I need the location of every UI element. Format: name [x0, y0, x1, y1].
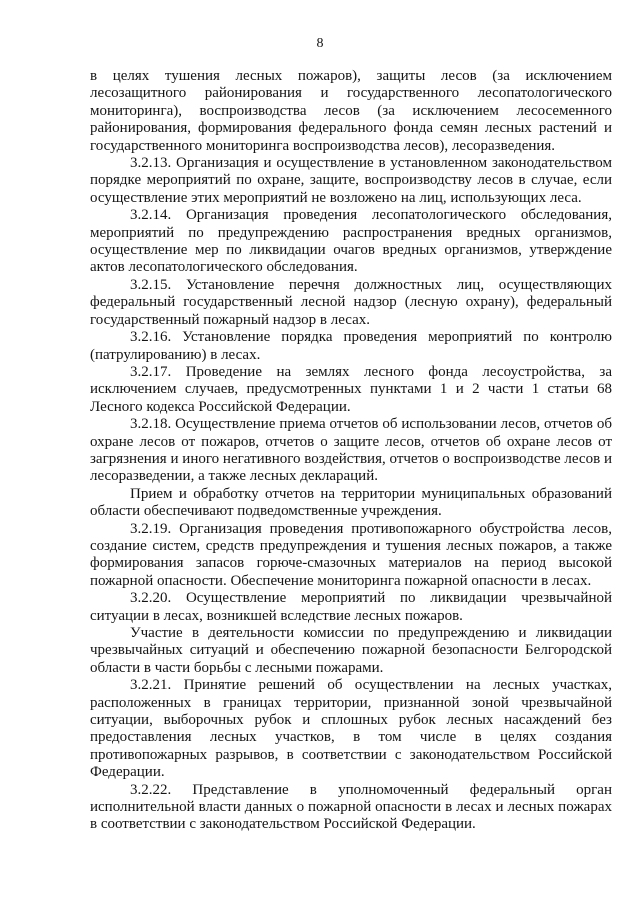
paragraph-3-2-22: 3.2.22. Представление в уполномоченный федеральный орган исполнительной власти данных о пожарной опасности в лесах и лесных пожарах в соответствии с законодательством Российской Федерации. — [90, 781, 612, 833]
paragraph-3-2-20-note: Участие в деятельности комиссии по предупреждению и ликвидации чрезвычайных ситуаций и обеспечению пожарной безопасности Белгородской области в части борьбы с лесными пожарами. — [90, 625, 612, 676]
paragraph-3-2-19: 3.2.19. Организация проведения противопожарного обустройства лесов, создание систем, средств предупреждения и тушения лесных пожаров, а также формирования запасов горюче-смазочных материалов на период высокой пожарной опасности. Обеспечение мониторинга пожарной опасности в лесах. — [90, 520, 612, 589]
paragraph-3-2-17: 3.2.17. Проведение на землях лесного фонда лесоустройства, за исключением случаев, предусмотренных пунктами 1 и 2 части 1 статьи 68 Лесного кодекса Российской Федерации. — [90, 363, 612, 415]
paragraph-3-2-18-note: Прием и обработку отчетов на территории муниципальных образований области обеспечивают подведомственные учреждения. — [90, 485, 612, 520]
paragraph-continuation: в целях тушения лесных пожаров), защиты лесов (за исключением лесозащитного районирования и государственного лесопатологического мониторинга), воспроизводства лесов (за исключением лесосеменного районирования, формирования федерального фонда семян лесных растений и государственного мониторинга воспроизводства лесов), лесоразведения. — [90, 68, 612, 154]
paragraph-3-2-21: 3.2.21. Принятие решений об осуществлении на лесных участках, расположенных в границах территории, признанной зоной чрезвычайной ситуации, выборочных рубок и сплошных рубок лесных насаждений без предоставления лесных участков, в том числе в целях создания противопожарных разрывов, в соответствии с законодательством Российской Федерации. — [90, 677, 612, 781]
document-body — [90, 68, 612, 834]
paragraph-3-2-18: 3.2.18. Осуществление приема отчетов об использовании лесов, отчетов об охране лесов от пожаров, отчетов о защите лесов, отчетов об охране лесов от загрязнения и иного негативного воздействия, отчетов о воспроизводстве лесов и лесоразведении, а также лесных деклараций. — [90, 416, 612, 485]
paragraph-3-2-14: 3.2.14. Организация проведения лесопатологического обследования, мероприятий по предупреждению распространения вредных организмов, осуществление мер по ликвидации очагов вредных организмов, утверждение актов лесопатологического обследования. — [90, 207, 612, 276]
paragraph-3-2-15: 3.2.15. Установление перечня должностных лиц, осуществляющих федеральный государственный лесной надзор (лесную охрану), федеральный государственный пожарный надзор в лесах. — [90, 276, 612, 328]
paragraph-3-2-13: 3.2.13. Организация и осуществление в установленном законодательством порядке мероприятий по охране, защите, воспроизводству лесов в случае, если осуществление этих мероприятий не возложено на лиц, использующих леса. — [90, 155, 612, 206]
page-number: 8 — [316, 36, 324, 51]
paragraph-3-2-16: 3.2.16. Установление порядка проведения мероприятий по контролю (патрулированию) в лесах. — [90, 329, 612, 363]
paragraph-3-2-20: 3.2.20. Осуществление мероприятий по ликвидации чрезвычайной ситуации в лесах, возникшей вследствие лесных пожаров. — [90, 590, 612, 624]
